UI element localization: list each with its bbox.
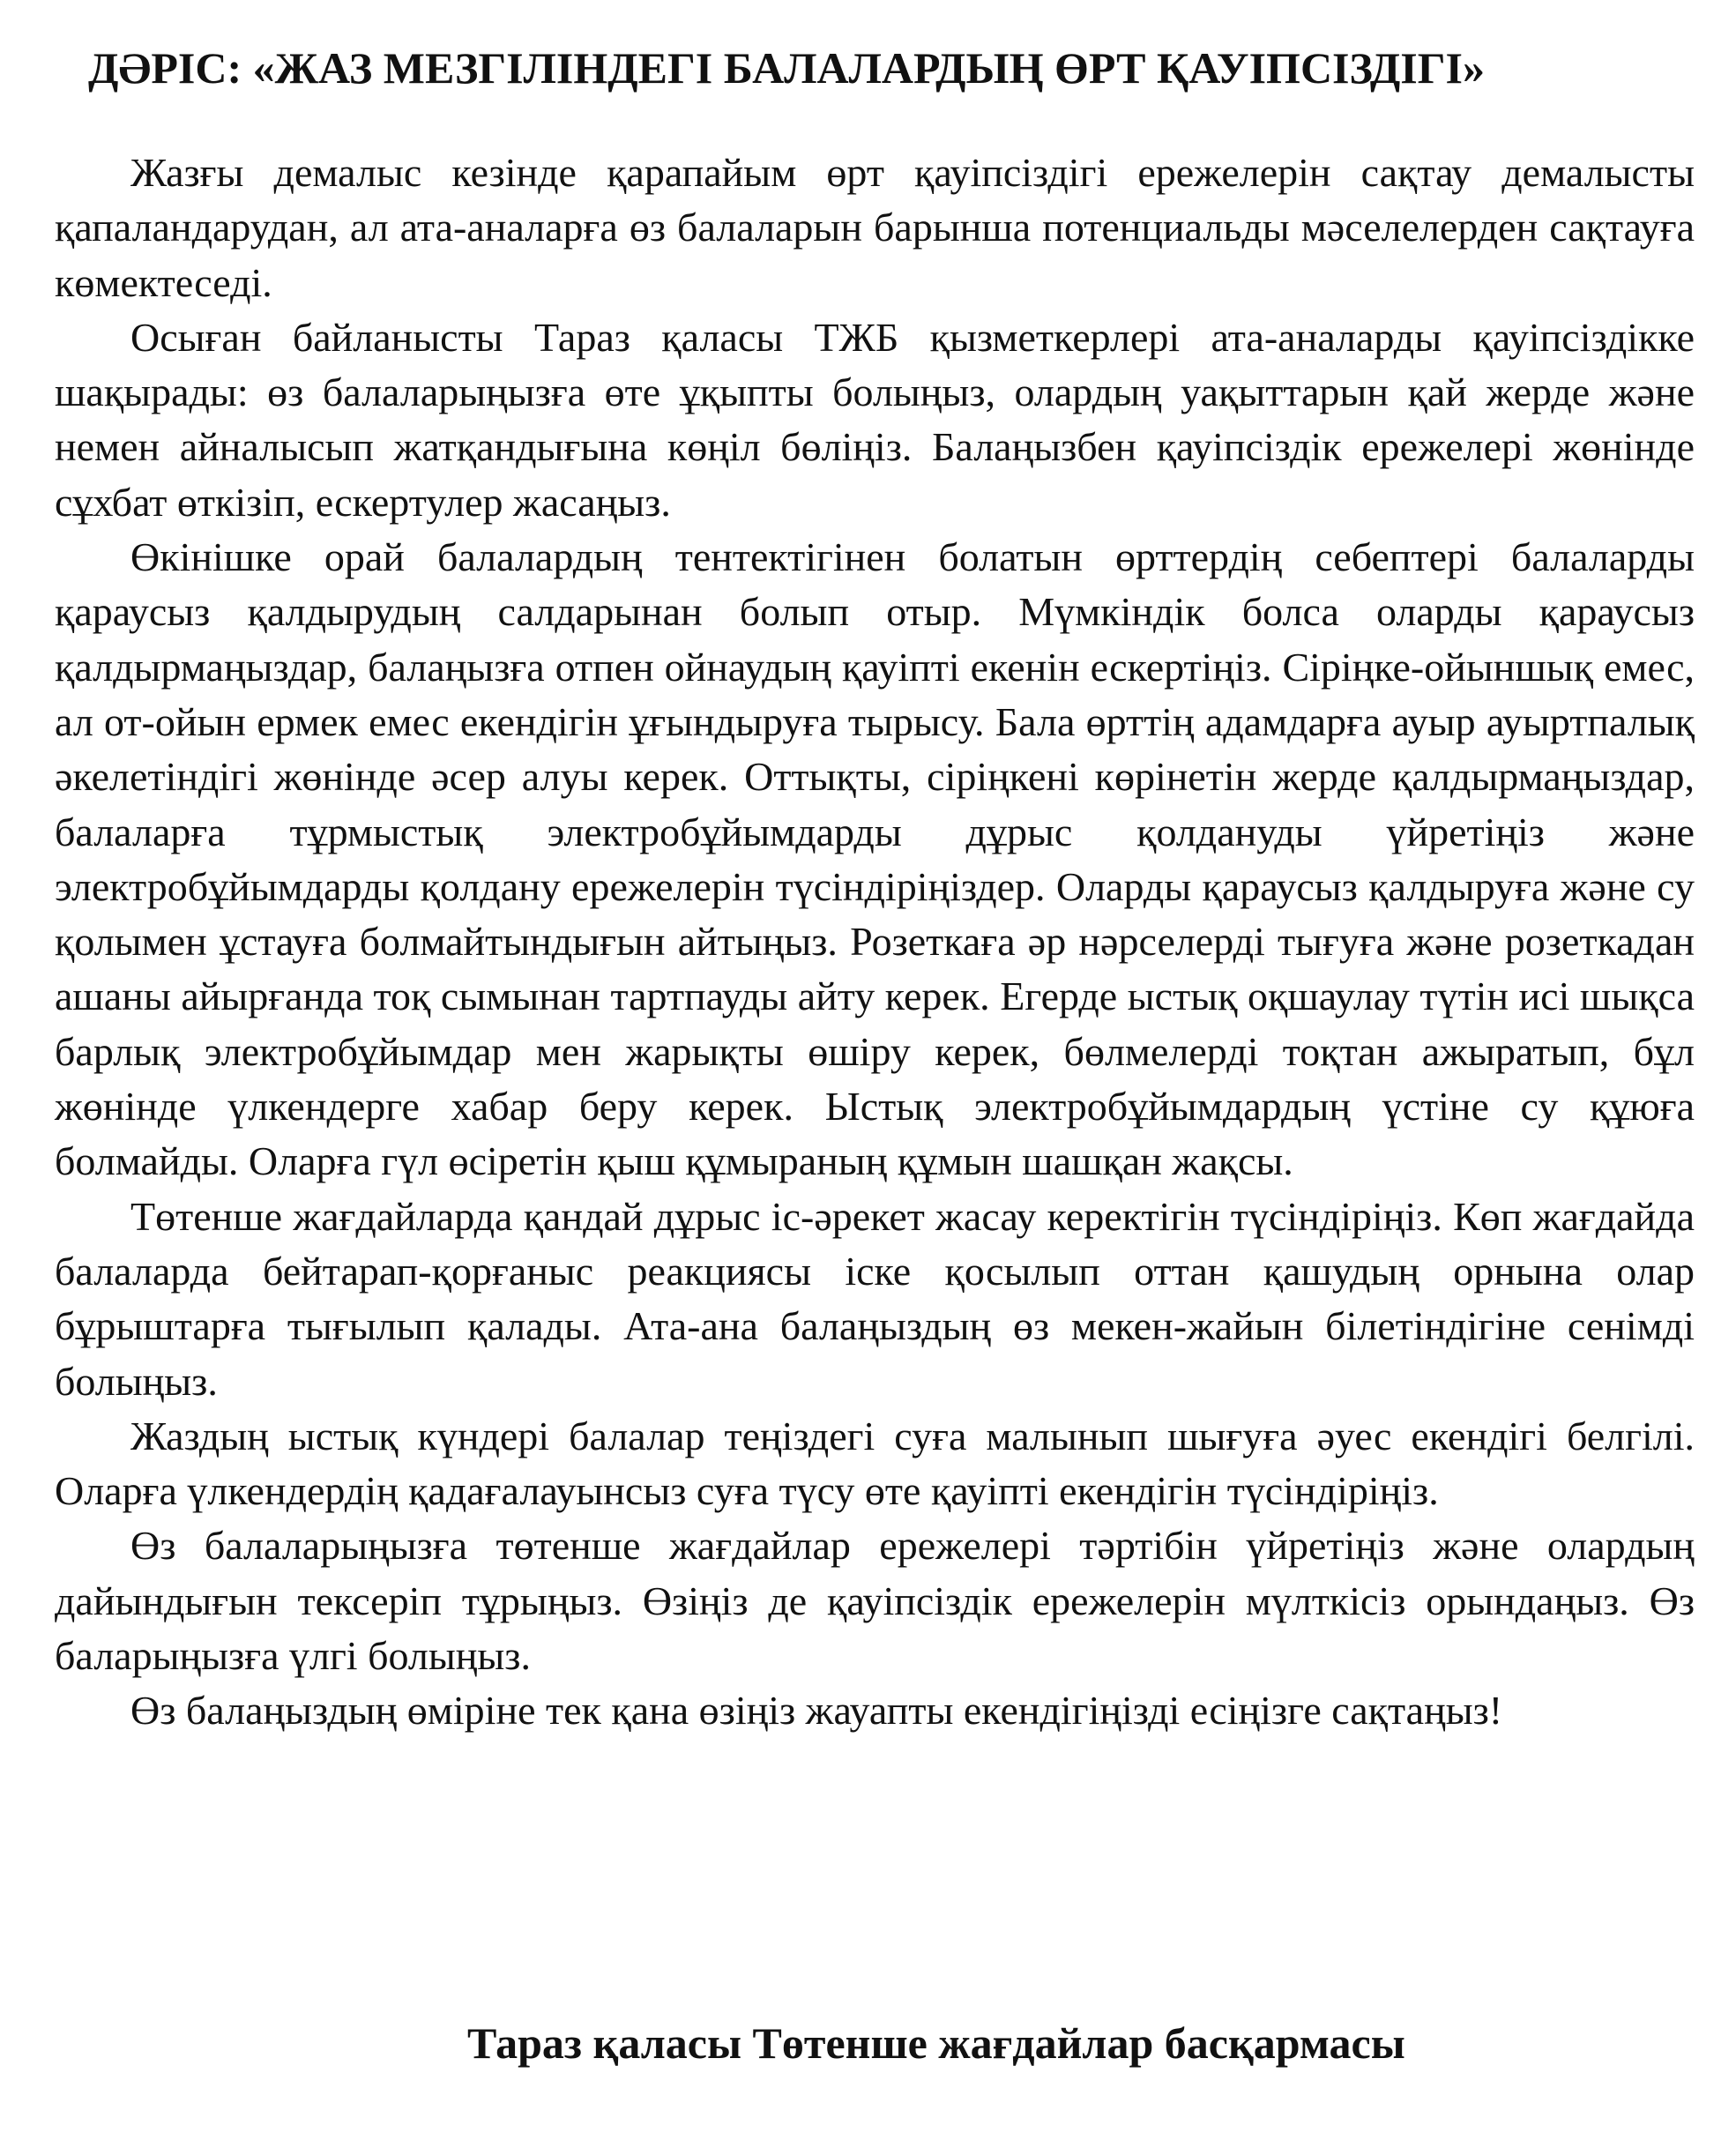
paragraph-summer-vacation: Жазғы демалыс кезінде қарапайым өрт қауіпсіздігі ережелерін сақтау демалысты қапаландарудан, ал ата-аналарға өз балаларын барынша потенциальды мәселелерден сақтауға көмектеседі. <box>55 150 1695 305</box>
paragraph-water-safety: Жаздың ыстық күндері балалар теңіздегі суға малынып шығуға әуес екендігі белгілі. Оларға үлкендердің қадағалауынсыз суға түсу өте қауіпті екендігін түсіндіріңіз. <box>55 1413 1695 1514</box>
paragraph-taraz-emergency-call: Осыған байланысты Тараз қаласы ТЖБ қызметкерлері ата-аналарды қауіпсіздікке шақырады: өз балаларыңызға өте ұқыпты болыңыз, олардың уақыттарын қай жерде және немен айналысып жатқандығына көңіл бөліңіз. Балаңызбен қауіпсіздік ережелері жөнінде сұхбат өткізіп, ескертулер жасаңыз. <box>55 314 1695 525</box>
document-body <box>55 145 1695 1739</box>
issuing-authority: Тараз қаласы Төтенше жағдайлар басқармасы <box>467 2018 1405 2068</box>
paragraph-teach-rules: Өз балаларыңызға төтенше жағдайлар ережелері тәртібін үйретіңіз және олардың дайындығын тексеріп тұрыңыз. Өзіңіз де қауіпсіздік ережелерін мүлткісіз орындаңыз. Өз баларыңызға үлгі болыңыз. <box>55 1523 1695 1679</box>
paragraph-fire-causes: Өкінішке орай балалардың тентектігінен болатын өрттердің себептері балаларды қараусыз қалдырудың салдарынан болып отыр. Мүмкіндік болса оларды қараусыз қалдырмаңыздар, балаңызға отпен ойнаудың қауіпті екенін ескертіңіз. Сіріңке-ойыншық емес, ал от-ойын ермек емес екендігін ұғындыруға тырысу. Бала өрттің адамдарға ауыр ауыртпалық әкелетіндігі жөнінде әсер алуы керек. Оттықты, сіріңкені көрінетін жерде қалдырмаңыздар, балаларға тұрмыстық электробұйымдарды дұрыс қолдануды үйретіңіз және электробұйымдарды қолдану ережелерін түсіндіріңіздер. Оларды қараусыз қалдыруға және су қолымен ұстауға болмайтындығын айтыңыз. Розеткаға әр нәрселерді тығуға және розеткадан ашаны айырғанда тоқ сымынан тартпауды айту керек. Егерде ыстық оқшаулау түтін исі шықса барлық электробұйымдар мен жарықты өшіру керек, бөлмелерді тоқтан ажыратып, бұл жөнінде үлкендерге хабар беру керек. Ыстық электробұйымдардың үстіне су құюға болмайды. Оларға гүл өсіретін қыш құмыраның құмын шашқан жақсы. <box>55 534 1695 1184</box>
lecture-title: ДӘРІС: «ЖАЗ МЕЗГІЛІНДЕГІ БАЛАЛАРДЫҢ ӨРТ ҚАУІПСІЗДІГІ» <box>88 43 1485 93</box>
paragraph-emergency-actions: Төтенше жағдайларда қандай дұрыс іс-әрекет жасау керектігін түсіндіріңіз. Көп жағдайда балаларда бейтарап-қорғаныс реакциясы іске қосылып оттан қашудың орнына олар бұрыштарға тығылып қалады. Ата-ана балаңыздың өз мекен-жайын білетіндігіне сенімді болыңыз. <box>55 1193 1695 1404</box>
paragraph-responsibility: Өз балаңыздың өміріне тек қана өзіңіз жауапты екендігіңізді есіңізге сақтаңыз! <box>130 1688 1503 1734</box>
